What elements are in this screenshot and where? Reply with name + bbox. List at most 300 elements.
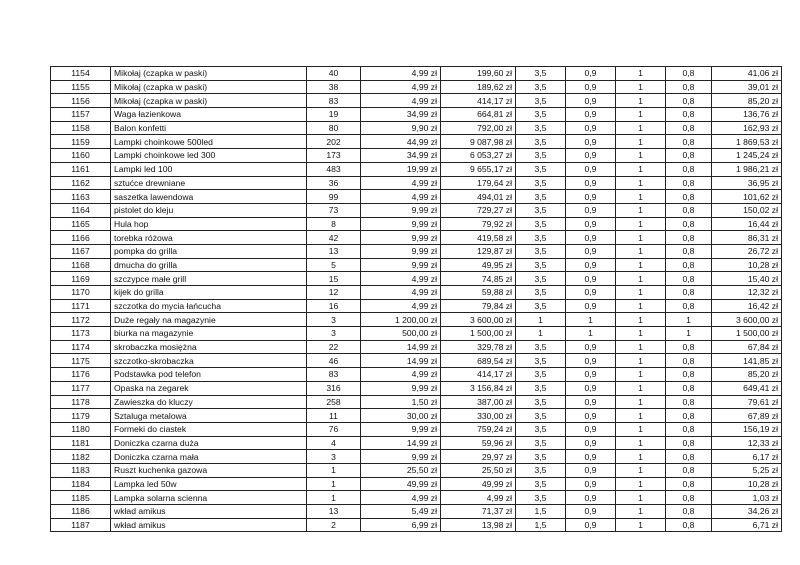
row-number-cell: 1180 <box>51 422 111 436</box>
factor-d-cell: 0,8 <box>666 231 712 245</box>
result-value-cell: 1 500,00 zł <box>712 327 782 341</box>
quantity-cell: 1 <box>307 491 361 505</box>
row-number-cell: 1167 <box>51 244 111 258</box>
row-number-cell: 1176 <box>51 368 111 382</box>
unit-price-cell: 4,99 zł <box>361 491 441 505</box>
factor-d-cell: 0,8 <box>666 381 712 395</box>
factor-a-cell: 3,5 <box>516 135 566 149</box>
total-value-cell: 4,99 zł <box>441 491 516 505</box>
quantity-cell: 73 <box>307 203 361 217</box>
unit-price-cell: 9,99 zł <box>361 231 441 245</box>
quantity-cell: 80 <box>307 121 361 135</box>
factor-a-cell: 3,5 <box>516 80 566 94</box>
row-number-cell: 1174 <box>51 340 111 354</box>
factor-c-cell: 1 <box>616 422 666 436</box>
factor-d-cell: 0,8 <box>666 477 712 491</box>
unit-price-cell: 49,99 zł <box>361 477 441 491</box>
factor-d-cell: 0,8 <box>666 505 712 519</box>
factor-a-cell: 3,5 <box>516 258 566 272</box>
factor-d-cell: 0,8 <box>666 422 712 436</box>
table-row <box>51 67 782 81</box>
table-row <box>51 190 782 204</box>
row-number-cell: 1163 <box>51 190 111 204</box>
factor-c-cell: 1 <box>616 258 666 272</box>
quantity-cell: 258 <box>307 395 361 409</box>
unit-price-cell: 9,99 zł <box>361 217 441 231</box>
factor-a-cell: 3,5 <box>516 203 566 217</box>
product-name-cell: Lampki choinkowe 500led <box>111 135 307 149</box>
total-value-cell: 59,88 zł <box>441 286 516 300</box>
factor-b-cell: 0,9 <box>566 217 616 231</box>
table-row <box>51 94 782 108</box>
unit-price-cell: 14,99 zł <box>361 354 441 368</box>
table-row <box>51 203 782 217</box>
factor-a-cell: 3,5 <box>516 176 566 190</box>
factor-a-cell: 3,5 <box>516 108 566 122</box>
result-value-cell: 36,95 zł <box>712 176 782 190</box>
product-name-cell: szczypce małe grill <box>111 272 307 286</box>
factor-d-cell: 0,8 <box>666 272 712 286</box>
factor-d-cell: 0,8 <box>666 518 712 532</box>
unit-price-cell: 4,99 zł <box>361 272 441 286</box>
result-value-cell: 10,28 zł <box>712 477 782 491</box>
factor-b-cell: 0,9 <box>566 94 616 108</box>
factor-c-cell: 1 <box>616 299 666 313</box>
row-number-cell: 1160 <box>51 149 111 163</box>
factor-b-cell: 0,9 <box>566 477 616 491</box>
factor-d-cell: 0,8 <box>666 409 712 423</box>
unit-price-cell: 9,99 zł <box>361 258 441 272</box>
result-value-cell: 6,71 zł <box>712 518 782 532</box>
factor-b-cell: 0,9 <box>566 190 616 204</box>
product-name-cell: skrobaczka mosiężna <box>111 340 307 354</box>
factor-d-cell: 0,8 <box>666 80 712 94</box>
factor-c-cell: 1 <box>616 190 666 204</box>
row-number-cell: 1169 <box>51 272 111 286</box>
unit-price-cell: 500,00 zł <box>361 327 441 341</box>
factor-a-cell: 3,5 <box>516 436 566 450</box>
table-row <box>51 244 782 258</box>
factor-d-cell: 0,8 <box>666 354 712 368</box>
factor-b-cell: 1 <box>566 327 616 341</box>
unit-price-cell: 34,99 zł <box>361 149 441 163</box>
total-value-cell: 9 655,17 zł <box>441 162 516 176</box>
quantity-cell: 40 <box>307 67 361 81</box>
factor-b-cell: 0,9 <box>566 368 616 382</box>
factor-b-cell: 0,9 <box>566 340 616 354</box>
result-value-cell: 1 986,21 zł <box>712 162 782 176</box>
factor-a-cell: 3,5 <box>516 409 566 423</box>
product-name-cell: Lampka led 50w <box>111 477 307 491</box>
product-name-cell: Sztaluga metalowa <box>111 409 307 423</box>
factor-b-cell: 0,9 <box>566 463 616 477</box>
factor-a-cell: 3,5 <box>516 162 566 176</box>
quantity-cell: 1 <box>307 463 361 477</box>
factor-c-cell: 1 <box>616 217 666 231</box>
row-number-cell: 1164 <box>51 203 111 217</box>
result-value-cell: 3 600,00 zł <box>712 313 782 327</box>
factor-d-cell: 0,8 <box>666 244 712 258</box>
row-number-cell: 1159 <box>51 135 111 149</box>
table-row <box>51 395 782 409</box>
row-number-cell: 1166 <box>51 231 111 245</box>
result-value-cell: 85,20 zł <box>712 368 782 382</box>
total-value-cell: 3 600,00 zł <box>441 313 516 327</box>
result-value-cell: 101,62 zł <box>712 190 782 204</box>
result-value-cell: 41,06 zł <box>712 67 782 81</box>
factor-a-cell: 3,5 <box>516 368 566 382</box>
factor-d-cell: 0,8 <box>666 340 712 354</box>
product-name-cell: Hula hop <box>111 217 307 231</box>
factor-a-cell: 3,5 <box>516 354 566 368</box>
product-name-cell: sztućce drewniane <box>111 176 307 190</box>
table-row <box>51 299 782 313</box>
result-value-cell: 141,85 zł <box>712 354 782 368</box>
factor-a-cell: 3,5 <box>516 450 566 464</box>
factor-c-cell: 1 <box>616 395 666 409</box>
table-row <box>51 108 782 122</box>
factor-a-cell: 3,5 <box>516 463 566 477</box>
result-value-cell: 67,84 zł <box>712 340 782 354</box>
product-name-cell: Doniczka czarna mała <box>111 450 307 464</box>
factor-b-cell: 0,9 <box>566 244 616 258</box>
row-number-cell: 1177 <box>51 381 111 395</box>
quantity-cell: 19 <box>307 108 361 122</box>
factor-b-cell: 0,9 <box>566 203 616 217</box>
total-value-cell: 329,78 zł <box>441 340 516 354</box>
total-value-cell: 9 087,98 zł <box>441 135 516 149</box>
table-row <box>51 217 782 231</box>
factor-a-cell: 3,5 <box>516 121 566 135</box>
quantity-cell: 99 <box>307 190 361 204</box>
factor-d-cell: 0,8 <box>666 176 712 190</box>
product-name-cell: Doniczka czarna duża <box>111 436 307 450</box>
factor-a-cell: 3,5 <box>516 244 566 258</box>
table-row <box>51 176 782 190</box>
total-value-cell: 494,01 zł <box>441 190 516 204</box>
table-row <box>51 505 782 519</box>
factor-d-cell: 0,8 <box>666 450 712 464</box>
total-value-cell: 199,60 zł <box>441 67 516 81</box>
product-name-cell: wkład amikus <box>111 505 307 519</box>
quantity-cell: 15 <box>307 272 361 286</box>
unit-price-cell: 4,99 zł <box>361 80 441 94</box>
unit-price-cell: 30,00 zł <box>361 409 441 423</box>
factor-a-cell: 3,5 <box>516 299 566 313</box>
product-name-cell: Balon konfetti <box>111 121 307 135</box>
row-number-cell: 1178 <box>51 395 111 409</box>
factor-c-cell: 1 <box>616 313 666 327</box>
factor-a-cell: 3,5 <box>516 477 566 491</box>
factor-c-cell: 1 <box>616 491 666 505</box>
table-row <box>51 381 782 395</box>
factor-d-cell: 1 <box>666 313 712 327</box>
factor-b-cell: 0,9 <box>566 176 616 190</box>
row-number-cell: 1156 <box>51 94 111 108</box>
total-value-cell: 3 156,84 zł <box>441 381 516 395</box>
factor-a-cell: 3,5 <box>516 381 566 395</box>
factor-d-cell: 0,8 <box>666 436 712 450</box>
product-name-cell: Ruszt kuchenka gazowa <box>111 463 307 477</box>
total-value-cell: 6 053,27 zł <box>441 149 516 163</box>
row-number-cell: 1172 <box>51 313 111 327</box>
unit-price-cell: 9,99 zł <box>361 422 441 436</box>
factor-d-cell: 0,8 <box>666 286 712 300</box>
product-name-cell: biurka na magazynie <box>111 327 307 341</box>
factor-d-cell: 0,8 <box>666 203 712 217</box>
row-number-cell: 1175 <box>51 354 111 368</box>
unit-price-cell: 6,99 zł <box>361 518 441 532</box>
unit-price-cell: 25,50 zł <box>361 463 441 477</box>
result-value-cell: 1 245,24 zł <box>712 149 782 163</box>
factor-c-cell: 1 <box>616 327 666 341</box>
factor-c-cell: 1 <box>616 381 666 395</box>
result-value-cell: 162,93 zł <box>712 121 782 135</box>
factor-a-cell: 3,5 <box>516 272 566 286</box>
factor-c-cell: 1 <box>616 436 666 450</box>
table-row <box>51 327 782 341</box>
total-value-cell: 664,81 zł <box>441 108 516 122</box>
factor-c-cell: 1 <box>616 135 666 149</box>
result-value-cell: 12,33 zł <box>712 436 782 450</box>
total-value-cell: 759,24 zł <box>441 422 516 436</box>
factor-d-cell: 0,8 <box>666 217 712 231</box>
quantity-cell: 42 <box>307 231 361 245</box>
unit-price-cell: 14,99 zł <box>361 436 441 450</box>
factor-d-cell: 0,8 <box>666 395 712 409</box>
factor-a-cell: 1,5 <box>516 518 566 532</box>
table-row <box>51 231 782 245</box>
factor-c-cell: 1 <box>616 108 666 122</box>
factor-b-cell: 0,9 <box>566 491 616 505</box>
quantity-cell: 38 <box>307 80 361 94</box>
factor-c-cell: 1 <box>616 94 666 108</box>
table-row <box>51 272 782 286</box>
table-row <box>51 135 782 149</box>
factor-d-cell: 0,8 <box>666 299 712 313</box>
product-name-cell: pistolet do kleju <box>111 203 307 217</box>
product-name-cell: szczotka do mycia łańcucha <box>111 299 307 313</box>
factor-b-cell: 0,9 <box>566 67 616 81</box>
factor-a-cell: 3,5 <box>516 149 566 163</box>
row-number-cell: 1168 <box>51 258 111 272</box>
factor-b-cell: 0,9 <box>566 121 616 135</box>
factor-c-cell: 1 <box>616 176 666 190</box>
factor-d-cell: 0,8 <box>666 135 712 149</box>
table-row <box>51 463 782 477</box>
factor-d-cell: 0,8 <box>666 258 712 272</box>
unit-price-cell: 9,90 zł <box>361 121 441 135</box>
row-number-cell: 1173 <box>51 327 111 341</box>
result-value-cell: 86,31 zł <box>712 231 782 245</box>
factor-c-cell: 1 <box>616 340 666 354</box>
factor-b-cell: 0,9 <box>566 436 616 450</box>
factor-b-cell: 0,9 <box>566 422 616 436</box>
row-number-cell: 1183 <box>51 463 111 477</box>
factor-c-cell: 1 <box>616 121 666 135</box>
product-name-cell: Podstawka pod telefon <box>111 368 307 382</box>
quantity-cell: 16 <box>307 299 361 313</box>
total-value-cell: 79,92 zł <box>441 217 516 231</box>
quantity-cell: 76 <box>307 422 361 436</box>
factor-b-cell: 0,9 <box>566 149 616 163</box>
factor-c-cell: 1 <box>616 203 666 217</box>
quantity-cell: 13 <box>307 505 361 519</box>
inventory-table <box>50 66 782 532</box>
factor-c-cell: 1 <box>616 149 666 163</box>
row-number-cell: 1157 <box>51 108 111 122</box>
factor-a-cell: 3,5 <box>516 231 566 245</box>
total-value-cell: 330,00 zł <box>441 409 516 423</box>
quantity-cell: 11 <box>307 409 361 423</box>
unit-price-cell: 4,99 zł <box>361 67 441 81</box>
factor-b-cell: 0,9 <box>566 381 616 395</box>
result-value-cell: 16,44 zł <box>712 217 782 231</box>
unit-price-cell: 44,99 zł <box>361 135 441 149</box>
result-value-cell: 156,19 zł <box>712 422 782 436</box>
factor-b-cell: 0,9 <box>566 450 616 464</box>
table-row <box>51 491 782 505</box>
result-value-cell: 79,61 zł <box>712 395 782 409</box>
product-name-cell: Mikołaj (czapka w paski) <box>111 94 307 108</box>
quantity-cell: 483 <box>307 162 361 176</box>
product-name-cell: Lampka solarna scienna <box>111 491 307 505</box>
unit-price-cell: 4,99 zł <box>361 190 441 204</box>
factor-d-cell: 0,8 <box>666 108 712 122</box>
factor-b-cell: 0,9 <box>566 272 616 286</box>
quantity-cell: 5 <box>307 258 361 272</box>
row-number-cell: 1155 <box>51 80 111 94</box>
factor-a-cell: 3,5 <box>516 340 566 354</box>
result-value-cell: 6,17 zł <box>712 450 782 464</box>
factor-c-cell: 1 <box>616 286 666 300</box>
factor-d-cell: 0,8 <box>666 67 712 81</box>
result-value-cell: 1 869,53 zł <box>712 135 782 149</box>
row-number-cell: 1187 <box>51 518 111 532</box>
product-name-cell: Mikołaj (czapka w paski) <box>111 67 307 81</box>
factor-b-cell: 0,9 <box>566 505 616 519</box>
total-value-cell: 49,95 zł <box>441 258 516 272</box>
product-name-cell: Lampki led 100 <box>111 162 307 176</box>
table-row <box>51 149 782 163</box>
total-value-cell: 689,54 zł <box>441 354 516 368</box>
total-value-cell: 13,98 zł <box>441 518 516 532</box>
factor-a-cell: 3,5 <box>516 190 566 204</box>
result-value-cell: 150,02 zł <box>712 203 782 217</box>
unit-price-cell: 1,50 zł <box>361 395 441 409</box>
quantity-cell: 3 <box>307 327 361 341</box>
table-row <box>51 368 782 382</box>
unit-price-cell: 19,99 zł <box>361 162 441 176</box>
factor-d-cell: 0,8 <box>666 149 712 163</box>
factor-a-cell: 3,5 <box>516 67 566 81</box>
unit-price-cell: 9,99 zł <box>361 450 441 464</box>
table-row <box>51 354 782 368</box>
product-name-cell: Lampki choinkowe led 300 <box>111 149 307 163</box>
factor-a-cell: 1 <box>516 327 566 341</box>
total-value-cell: 59,96 zł <box>441 436 516 450</box>
factor-a-cell: 3,5 <box>516 395 566 409</box>
result-value-cell: 5,25 zł <box>712 463 782 477</box>
total-value-cell: 29,97 zł <box>441 450 516 464</box>
table-row <box>51 162 782 176</box>
result-value-cell: 39,01 zł <box>712 80 782 94</box>
result-value-cell: 16,42 zł <box>712 299 782 313</box>
factor-d-cell: 0,8 <box>666 368 712 382</box>
unit-price-cell: 34,99 zł <box>361 108 441 122</box>
row-number-cell: 1165 <box>51 217 111 231</box>
factor-b-cell: 0,9 <box>566 162 616 176</box>
unit-price-cell: 5,49 zł <box>361 505 441 519</box>
quantity-cell: 46 <box>307 354 361 368</box>
factor-c-cell: 1 <box>616 272 666 286</box>
total-value-cell: 25,50 zł <box>441 463 516 477</box>
total-value-cell: 79,84 zł <box>441 299 516 313</box>
table-row <box>51 80 782 94</box>
factor-a-cell: 1 <box>516 313 566 327</box>
result-value-cell: 136,76 zł <box>712 108 782 122</box>
factor-a-cell: 3,5 <box>516 422 566 436</box>
quantity-cell: 83 <box>307 368 361 382</box>
quantity-cell: 2 <box>307 518 361 532</box>
factor-c-cell: 1 <box>616 67 666 81</box>
unit-price-cell: 4,99 zł <box>361 286 441 300</box>
factor-c-cell: 1 <box>616 409 666 423</box>
product-name-cell: wkład amikus <box>111 518 307 532</box>
factor-c-cell: 1 <box>616 368 666 382</box>
unit-price-cell: 4,99 zł <box>361 368 441 382</box>
table-row <box>51 450 782 464</box>
table-row <box>51 422 782 436</box>
factor-a-cell: 1,5 <box>516 505 566 519</box>
factor-b-cell: 0,9 <box>566 395 616 409</box>
product-name-cell: Formeki do ciastek <box>111 422 307 436</box>
row-number-cell: 1182 <box>51 450 111 464</box>
factor-b-cell: 0,9 <box>566 135 616 149</box>
factor-d-cell: 1 <box>666 327 712 341</box>
product-name-cell: Duże regały na magazynie <box>111 313 307 327</box>
total-value-cell: 49,99 zł <box>441 477 516 491</box>
row-number-cell: 1158 <box>51 121 111 135</box>
factor-b-cell: 0,9 <box>566 409 616 423</box>
total-value-cell: 189,62 zł <box>441 80 516 94</box>
unit-price-cell: 9,99 zł <box>361 381 441 395</box>
factor-c-cell: 1 <box>616 505 666 519</box>
row-number-cell: 1162 <box>51 176 111 190</box>
quantity-cell: 36 <box>307 176 361 190</box>
total-value-cell: 71,37 zł <box>441 505 516 519</box>
result-value-cell: 85,20 zł <box>712 94 782 108</box>
factor-b-cell: 0,9 <box>566 80 616 94</box>
total-value-cell: 414,17 zł <box>441 368 516 382</box>
table-row <box>51 340 782 354</box>
total-value-cell: 419,58 zł <box>441 231 516 245</box>
result-value-cell: 649,41 zł <box>712 381 782 395</box>
factor-c-cell: 1 <box>616 80 666 94</box>
unit-price-cell: 1 200,00 zł <box>361 313 441 327</box>
row-number-cell: 1161 <box>51 162 111 176</box>
product-name-cell: Opaska na zegarek <box>111 381 307 395</box>
product-name-cell: saszetka lawendowa <box>111 190 307 204</box>
total-value-cell: 74,85 zł <box>441 272 516 286</box>
quantity-cell: 12 <box>307 286 361 300</box>
result-value-cell: 1,03 zł <box>712 491 782 505</box>
factor-c-cell: 1 <box>616 231 666 245</box>
row-number-cell: 1170 <box>51 286 111 300</box>
unit-price-cell: 4,99 zł <box>361 94 441 108</box>
quantity-cell: 202 <box>307 135 361 149</box>
factor-c-cell: 1 <box>616 518 666 532</box>
